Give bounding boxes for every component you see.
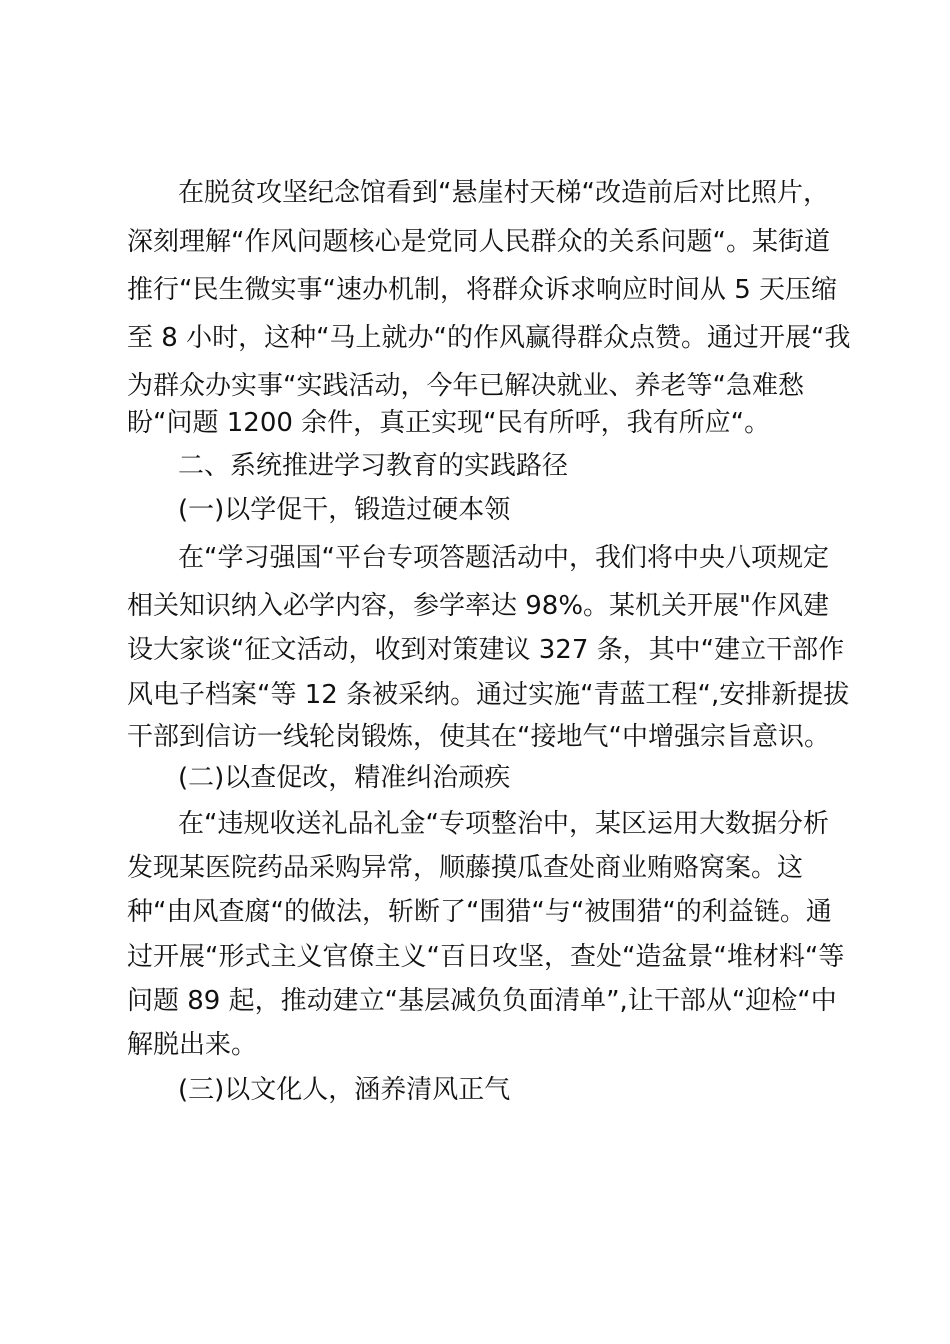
paragraph-line: 在脱贫攻坚纪念馆看到“悬崖村天梯“改造前后对比照片， bbox=[178, 178, 829, 208]
section-heading: 二、系统推进学习教育的实践路径 bbox=[178, 451, 569, 481]
paragraph-line: 推行“民生微实事“速办机制，将群众诉求响应时间从 5 天压缩 bbox=[127, 275, 838, 305]
paragraph-line: 深刻理解“作风问题核心是党同人民群众的关系问题“。某街道 bbox=[127, 227, 830, 257]
paragraph-line: 发现某医院药品采购异常，顺藤摸瓜查处商业贿赂窝案。这 bbox=[127, 853, 804, 883]
paragraph-line: 设大家谈“征文活动，收到对策建议 327 条，其中“建立干部作 bbox=[127, 635, 845, 665]
paragraph-line: 过开展“形式主义官僚主义“百日攻坚，查处“造盆景“堆材料“等 bbox=[127, 942, 845, 972]
paragraph-line: 问题 89 起，推动建立“基层减负负面清单”,让干部从“迎检“中 bbox=[127, 986, 837, 1016]
paragraph-line: 为群众办实事“实践活动，今年已解决就业、养老等“急难愁 bbox=[127, 371, 804, 401]
paragraph-line: 相关知识纳入必学内容，参学率达 98%。某机关开展"作风建 bbox=[127, 591, 830, 621]
paragraph-line: 在“违规收送礼品礼金“专项整治中，某区运用大数据分析 bbox=[178, 809, 829, 839]
subsection-heading: (二)以查促改，精准纠治顽疾 bbox=[178, 763, 511, 793]
paragraph-line: 在“学习强国“平台专项答题活动中，我们将中央八项规定 bbox=[178, 543, 829, 573]
paragraph-line: 解脱出来。 bbox=[127, 1030, 258, 1060]
paragraph-line: 至 8 小时，这种“马上就办“的作风赢得群众点赞。通过开展“我 bbox=[127, 323, 851, 353]
paragraph-line: 干部到信访一线轮岗锻炼，使其在“接地气“中增强宗旨意识。 bbox=[127, 722, 830, 752]
subsection-heading: (三)以文化人，涵养清风正气 bbox=[178, 1075, 511, 1105]
paragraph-line: 风电子档案“等 12 条被采纳。通过实施“青蓝工程“,安排新提拔 bbox=[127, 680, 850, 710]
subsection-heading: (一)以学促干，锻造过硬本领 bbox=[178, 495, 511, 525]
paragraph-line: 盼“问题 1200 余件，真正实现“民有所呼，我有所应“。 bbox=[127, 408, 771, 438]
paragraph-line: 种“由风查腐“的做法，斩断了“围猎“与“被围猎“的利益链。通 bbox=[127, 897, 832, 927]
